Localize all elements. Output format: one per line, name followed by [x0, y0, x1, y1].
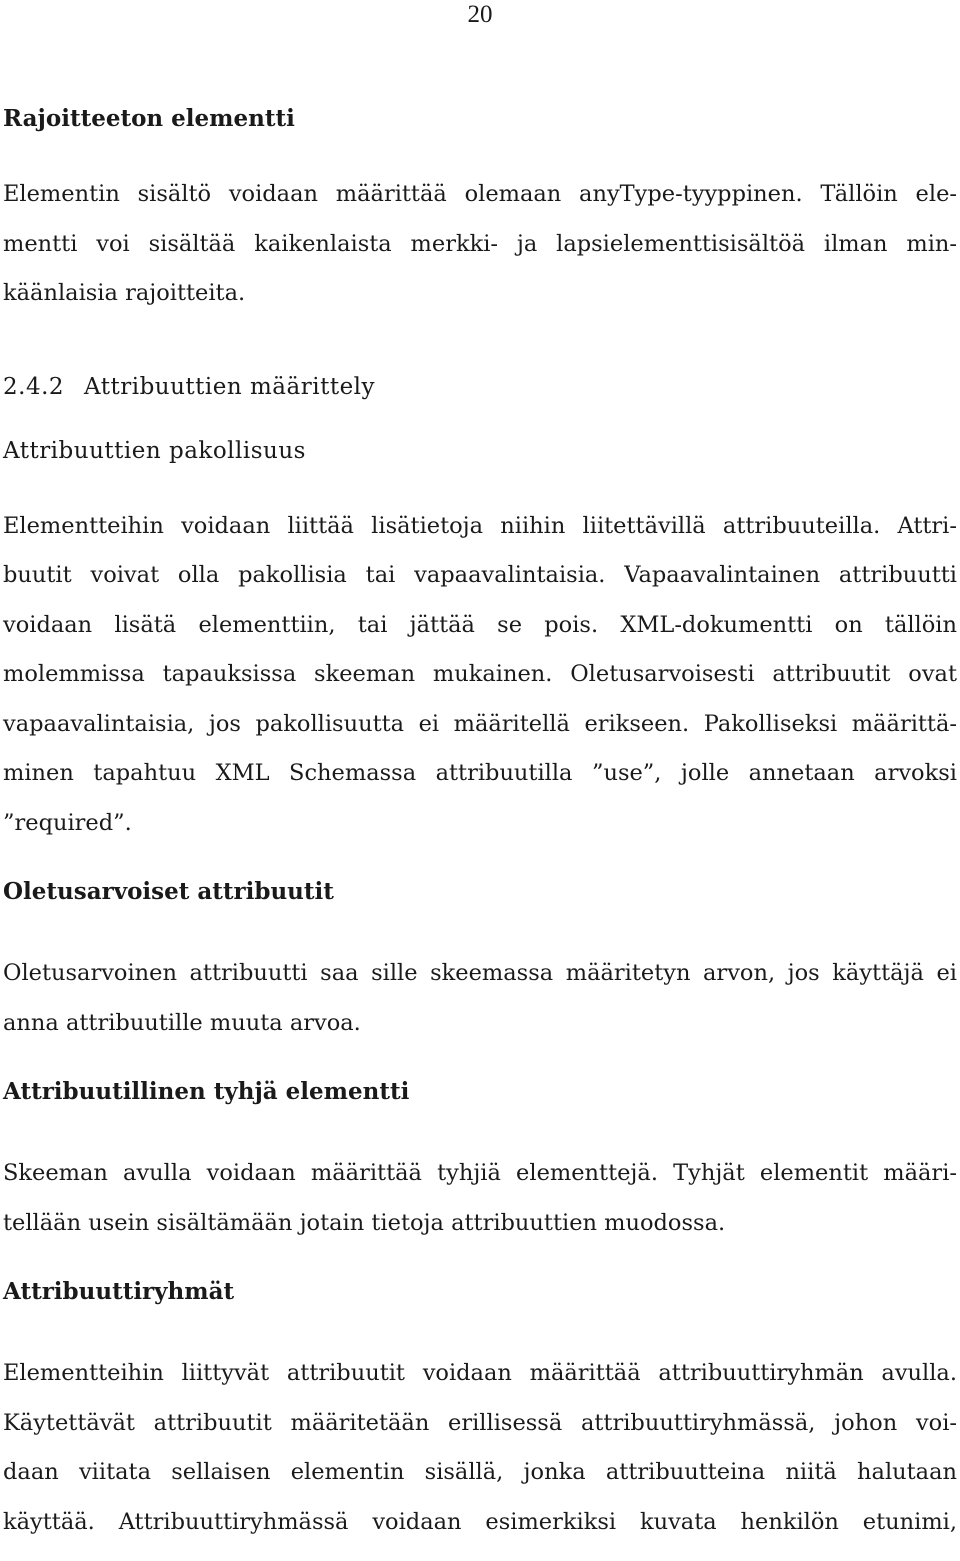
text-line: käyttää. Attribuuttiryhmässä voidaan esimerkiksi kuvata henkilön etunimi, [3, 1508, 957, 1535]
paragraph-pakollisuus [3, 502, 957, 849]
text-line: vapaavalintaisia, jos pakollisuutta ei määritellä erikseen. Pakolliseksi määrittä- [3, 710, 957, 737]
text-line: molemmissa tapauksissa skeeman mukainen. Oletusarvoisesti attribuutit ovat [3, 661, 957, 687]
text-line: Käytettävät attribuutit määritetään erillisessä attribuuttiryhmässä, johon voi- [3, 1409, 957, 1436]
paragraph-attribuuttiryhmat [3, 1349, 957, 1547]
heading-oletusarvoiset-attribuutit: Oletusarvoiset attribuutit [3, 878, 334, 905]
section-title-text: Attribuuttien määrittely [84, 373, 376, 400]
text-line: ”required”. [3, 809, 132, 836]
text-line: minen tapahtuu XML Schemassa attribuutilla ”use”, jolle annetaan arvoksi [3, 760, 957, 786]
text-line: voidaan lisätä elementtiin, tai jättää se pois. XML-dokumentti on tällöin [3, 611, 957, 638]
text-line: käänlaisia rajoitteita. [3, 280, 246, 306]
text-line: Elementteihin voidaan liittää lisätietoja niihin liitettävillä attribuuteilla. Attri- [3, 512, 957, 539]
paragraph-tyhja-elementti [3, 1149, 957, 1248]
paragraph-oletusarvoiset [3, 949, 957, 1048]
text-line: mentti voi sisältää kaikenlaista merkki- ja lapsielementtisisältöä ilman min- [3, 230, 957, 257]
text-line: Oletusarvoinen attribuutti saa sille skeemassa määritetyn arvon, jos käyttäjä ei [3, 960, 957, 986]
section-number: 2.4.2 [3, 373, 65, 400]
heading-attribuuttien-pakollisuus: Attribuuttien pakollisuus [3, 437, 306, 464]
text-line: Skeeman avulla voidaan määrittää tyhjiä elementtejä. Tyhjät elementit määri- [3, 1160, 957, 1186]
text-line: daan viitata sellaisen elementin sisällä, jonka attribuutteina niitä halutaan [3, 1459, 957, 1485]
paragraph-rajoitteeton [3, 170, 957, 319]
section-heading-2-4-2 [3, 370, 957, 404]
text-line: Elementteihin liittyvät attribuutit voidaan määrittää attribuuttiryhmän avulla. [3, 1360, 957, 1386]
heading-attribuutillinen-tyhja-elementti: Attribuutillinen tyhjä elementti [3, 1078, 410, 1105]
text-line: Elementin sisältö voidaan määrittää olemaan anyType-tyyppinen. Tällöin ele- [3, 181, 957, 207]
text-line: tellään usein sisältämään jotain tietoja attribuuttien muodossa. [3, 1209, 726, 1236]
page-number: 20 [467, 1, 493, 28]
text-line: anna attribuutille muuta arvoa. [3, 1009, 361, 1036]
page-content [3, 102, 957, 1547]
text-line: buutit voivat olla pakollisia tai vapaavalintaisia. Vapaavalintainen attribuutti [3, 562, 957, 588]
heading-attribuuttiryhmat: Attribuuttiryhmät [3, 1278, 235, 1305]
heading-rajoitteeton-elementti: Rajoitteeton elementti [3, 105, 295, 132]
